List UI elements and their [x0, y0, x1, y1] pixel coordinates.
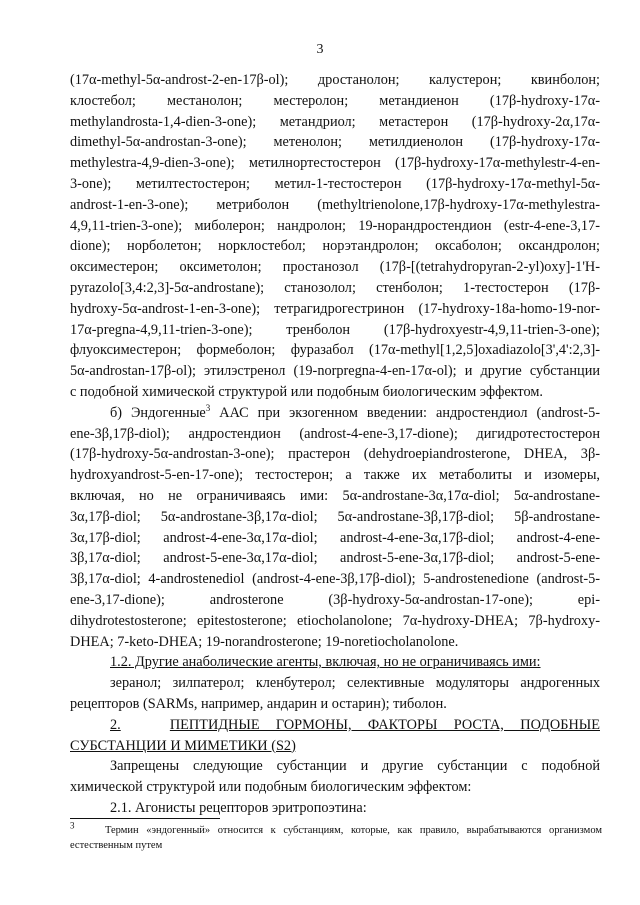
document-body [70, 70, 600, 819]
text-line: hydroxy-5α-androst-1-en-3-one); тетрагидрогестринон (17-hydroxy-18a-homo-19-nor- [70, 300, 600, 317]
text-line: Запрещены следующие субстанции и другие субстанции с подобной [110, 758, 600, 775]
subsection-heading: 2.1. Агонисты рецепторов эритропоэтина: [110, 799, 367, 816]
text-line: рецепторов (SARMs, например, андарин и остарин); тиболон. [70, 695, 447, 712]
section-heading-continued [70, 736, 600, 757]
section-2 [70, 715, 600, 819]
text-line: флуоксиместерон; формеболон; фуразабол (17α-methyl[1,2,5]oxadiazolo[3',4':2,3]- [70, 342, 600, 359]
text-line: ene-3β,17β-diol); андростендион (androst-4-ene-3,17-dione); дигидротестостерон [70, 425, 600, 442]
section-2-heading-line1: ПЕПТИДНЫЕ ГОРМОНЫ, ФАКТОРЫ РОСТА, ПОДОБНЫЕ [169, 716, 600, 733]
text-line: включая, но не ограничиваясь ими: 5α-androstane-3α,17α-diol; 5α-androstane- [70, 487, 600, 504]
section-heading [70, 715, 600, 736]
text-line: зеранол; зилпатерол; кленбутерол; селективные модуляторы андрогенных [110, 675, 600, 692]
text-line: 3β,17α-diol; androst-5-ene-3α,17α-diol; androst-5-ene-3α,17β-diol; androst-5-ene- [70, 550, 600, 567]
text-line: pyrazolo[3,4:2,3]-5α-androstane); станозолол; стенболон; 1-тестостерон (17β- [70, 279, 600, 296]
text-line: DHEA; 7-keto-DHEA; 19-norandrosterone; 19-noretiocholanolone. [70, 633, 459, 650]
footnote [70, 820, 603, 853]
text-line: hydroxyandrost-5-en-17-one); тестостерон; а также их метаболиты и изомеры, [70, 467, 600, 484]
text-line: 3α,17β-diol; androst-4-ene-3α,17α-diol; androst-4-ene-3α,17β-diol; androst-4-ene- [70, 529, 600, 546]
text-line: 3α,17β-diol; 5α-androstane-3β,17α-diol; 5α-androstane-3β,17β-diol; 5β-androstane- [70, 508, 600, 525]
section-2-number: 2. [110, 716, 121, 733]
page-number: 3 [316, 42, 324, 57]
paragraph-b-lead: б) Эндогенные [110, 404, 206, 421]
text-line: dimethyl-5α-androstan-3-one); метенолон; метилдиенолон (17β-hydroxy-17α- [70, 134, 600, 151]
section-2-heading-line2: СУБСТАНЦИИ И МИМЕТИКИ (S2) [70, 737, 296, 754]
footnote-line: естественным путем [70, 840, 163, 851]
text-line: (17β-hydroxy-5α-androstan-3-one); прастерон (dehydroepiandrosterone, DHEA, 3β- [70, 446, 600, 463]
text-line: 4,9,11-trien-3-one); миболерон; нандролон; 19-норандростендион (estr-4-ene-3,17- [70, 217, 600, 234]
footnote-line [70, 820, 603, 838]
paragraph-b-first-rest: ААС при экзогенном введении: андростендиол (androst-5- [210, 404, 600, 421]
footnote-mark: 3 [70, 820, 75, 831]
text-line: с подобной химической структурой или подобным биологическим эффектом. [70, 383, 543, 400]
text-line: ene-3,17-dione); androsterone (3β-hydroxy-5α-androstan-17-one); epi- [70, 591, 600, 608]
text-line: клостебол; местанолон; местеролон; метандиенон (17β-hydroxy-17α- [70, 92, 600, 109]
section-1-2-heading: 1.2. Другие анаболические агенты, включая, но не ограничиваясь ими: [110, 654, 541, 671]
footnote-divider [70, 818, 220, 819]
text-line: methylandrosta-1,4-dien-3-one); метандриол; метастерон (17β-hydroxy-2α,17α- [70, 113, 600, 130]
text-line: 3β,17α-diol; 4-androstenediol (androst-4-ene-3β,17β-diol); 5-androstenedione (androst-5- [70, 571, 600, 588]
text-line: химической структурой или подобным биологическим эффектом: [70, 779, 472, 796]
text-line: dihydrotestosterone; epitestosterone; etiocholanolone; 7α-hydroxy-DHEA; 7β-hydroxy- [70, 612, 600, 629]
text-line: 17α-pregna-4,9,11-trien-3-one); тренболон (17β-hydroxyestr-4,9,11-trien-3-one); [70, 321, 600, 338]
text-line: androst-1-en-3-one); метриболон (methyltrienolone,17β-hydroxy-17α-methylestra- [70, 196, 600, 213]
text-line: 5α-androstan-17β-ol); этилэстренол (19-norpregna-4-en-17α-ol); и другие субстанции [70, 363, 600, 380]
text-line: оксиместерон; оксиметолон; простанозол (17β-[(tetrahydropyran-2-yl)oxy]-1'H- [70, 259, 600, 276]
text-line [70, 403, 600, 424]
text-line: (17α-methyl-5α-androst-2-en-17β-ol); дростанолон; калустерон; квинболон; [70, 72, 600, 88]
section-heading [70, 652, 600, 673]
paragraph-endogenous [70, 403, 600, 653]
text-line: 3-one); метилтестостерон; метил-1-тестостерон (17β-hydroxy-17α-methyl-5α- [70, 175, 600, 192]
text-line: methylestra-4,9-dien-3-one); метилнортестостерон (17β-hydroxy-17α-methylestr-4-en- [70, 155, 600, 172]
paragraph-list-continued [70, 70, 600, 403]
footnote-reference[interactable]: 3 [205, 402, 211, 413]
footnote-text: Термин «эндогенный» относится к субстанциям, которые, как правило, вырабатываются организмом [104, 825, 603, 836]
text-line: dione); норболетон; норклостебол; норэтандролон; оксаболон; оксандролон; [70, 238, 600, 255]
section-1-2 [70, 652, 600, 714]
